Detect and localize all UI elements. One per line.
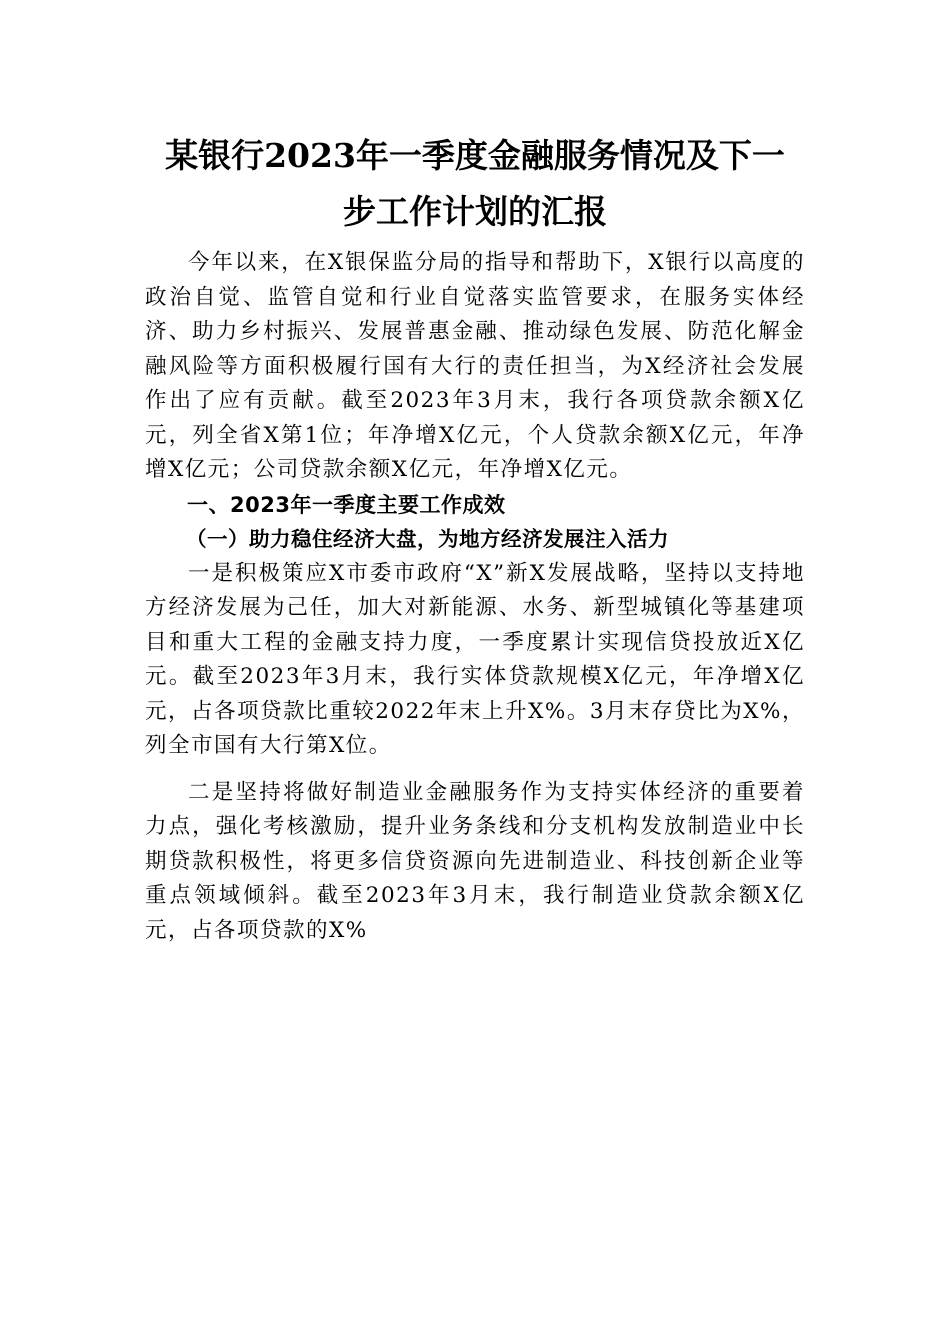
- title-line-1: 某银行2023年一季度金融服务情况及下一: [165, 136, 785, 175]
- document-title: [145, 128, 805, 240]
- subsection-1-heading: （一）助力稳住经济大盘，为地方经济发展注入活力: [186, 527, 669, 551]
- point-2-paragraph: 二是坚持将做好制造业金融服务作为支持实体经济的重要着力点，强化考核激励，提升业务条线和分支机构发放制造业中长期贷款积极性，将更多信贷资源向先进制造业、科技创新企业等重点领域倾斜。截至2023年3月末，我行制造业贷款余额X亿元，占各项贷款的X%: [145, 779, 805, 943]
- section-1-heading: 一、2023年一季度主要工作成效: [187, 492, 506, 517]
- title-line-2: 步工作计划的汇报: [343, 192, 607, 231]
- document-body: [145, 128, 805, 948]
- point-1-paragraph: 一是积极策应X市委市政府“X”新X发展战略，坚持以支持地方经济发展为己任，加大对新能源、水务、新型城镇化等基建项目和重大工程的金融支持力度，一季度累计实现信贷投放近X亿元。截至2023年3月末，我行实体贷款规模X亿元，年净增X亿元，占各项贷款比重较2022年末上升X%。3月末存贷比为X%，列全市国有大行第X位。: [145, 560, 805, 758]
- intro-paragraph: 今年以来，在X银保监分局的指导和帮助下，X银行以高度的政治自觉、监管自觉和行业自觉落实监管要求，在服务实体经济、助力乡村振兴、发展普惠金融、推动绿色发展、防范化解金融风险等方面积极履行国有大行的责任担当，为X经济社会发展作出了应有贡献。截至2023年3月末，我行各项贷款余额X亿元，列全省X第1位；年净增X亿元，个人贷款余额X亿元，年净增X亿元；公司贷款余额X亿元，年净增X亿元。: [145, 250, 805, 482]
